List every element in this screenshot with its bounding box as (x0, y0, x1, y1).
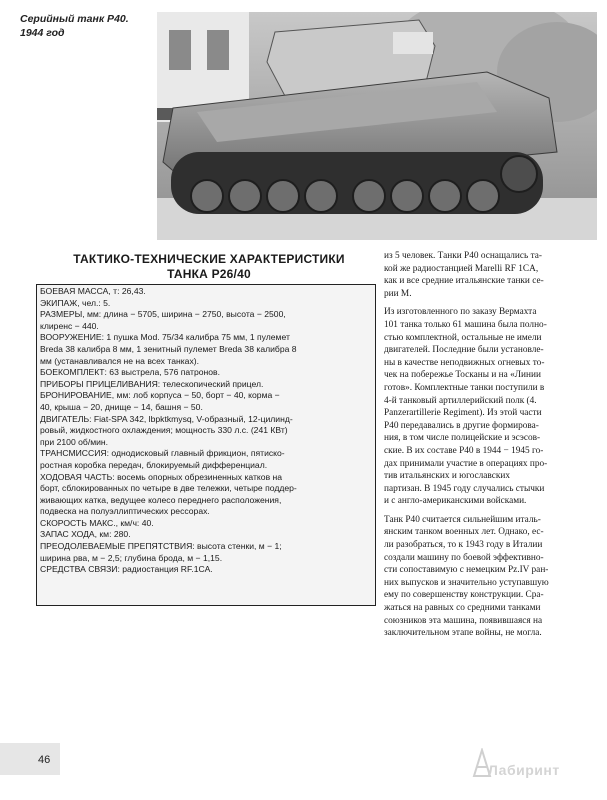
text-line: партизан. В 1945 году случались стычки (384, 483, 545, 494)
spec-line: ростная коробка передач, блокируемый дифференциал. (40, 459, 268, 470)
text-line: ему по совершенству конструкции. Сра- (384, 590, 544, 601)
tank-photo (157, 12, 597, 240)
text-line: 101 танка только 61 машина была полно- (384, 319, 547, 330)
spec-line: СРЕДСТВА СВЯЗИ: радиостанция RF.1CA. (40, 564, 213, 575)
spec-line: БОЕВАЯ МАССА, т: 26,43. (40, 286, 146, 296)
text-line: кой же радиостанцией Marelli RF 1CA, (384, 263, 539, 274)
spec-line: ВООРУЖЕНИЕ: 1 пушка Mod. 75/34 калибра 75 мм, 1 пулемет (40, 332, 290, 343)
text-line: них выпусков и значительно уступавшую (384, 577, 549, 588)
spec-line: ПРИБОРЫ ПРИЦЕЛИВАНИЯ: телескопический прицел. (40, 378, 264, 389)
caption-line-1: Серийный танк Р40. (20, 13, 129, 25)
spec-table (36, 284, 376, 606)
title-line-1: ТАКТИКО-ТЕХНИЧЕСКИЕ ХАРАКТЕРИСТИКИ (73, 252, 345, 266)
spec-line: ПРЕОДОЛЕВАЕМЫЕ ПРЕПЯТСТВИЯ: высота стенки, м − 1; (40, 541, 282, 552)
text-line: тив итальянских и югославских (384, 471, 511, 482)
text-line: ские. В их составе Р40 в 1944 − 1945 го- (384, 445, 544, 456)
spec-line: ХОДОВАЯ ЧАСТЬ: восемь опорных обрезиненных катков на (40, 471, 283, 482)
page-number-tab (0, 743, 60, 775)
spec-line: ТРАНСМИССИЯ: однодисковый главный фрикцион, пятиско- (40, 448, 285, 459)
text-line: рии М. (384, 288, 412, 299)
photo-caption (20, 12, 160, 40)
title-line-2: ТАНКА Р26/40 (167, 267, 251, 281)
text-line: дах принимали участие в операциях про- (384, 458, 548, 469)
text-line: ния, в том числе полицейские и эсэсов- (384, 433, 541, 444)
text-line: стью комплектной, остальные не имели (384, 332, 542, 343)
text-line: создали машину по боевой эффективно- (384, 552, 544, 563)
text-line: чек на побережье Тосканы и на «Линии (384, 370, 541, 381)
text-line: сти сопоставимую с немецким Pz.IV ран- (384, 565, 549, 576)
text-line: Р40 передавались в другие формирова- (384, 420, 539, 431)
spec-line: ЗАПАС ХОДА, км: 280. (40, 529, 131, 540)
paragraph (384, 306, 594, 508)
spec-table-title (40, 252, 378, 282)
spec-line: живающих катка, ведущее колесо переднего расположения, (40, 494, 282, 505)
text-line: 4-й танковый артиллерийский полк (4. (384, 395, 537, 406)
spec-line: 40, крыша − 20, днище − 14, башня − 50. (40, 401, 203, 412)
text-line: жаться на равных со средними танками (384, 603, 541, 614)
text-line: готов». Комплектные танки поступили в (384, 382, 545, 393)
spec-line: борт, сблокированных по четыре в две тележки, четыре поддер- (40, 483, 297, 494)
spec-line: СКОРОСТЬ МАКС., км/ч: 40. (40, 517, 154, 528)
paragraph (384, 250, 594, 300)
spec-line: ДВИГАТЕЛЬ: Fiat-SPA 342, lbpktkmysq, V-образный, 12-цилинд- (40, 413, 293, 424)
spec-line: клиренс − 440. (40, 320, 99, 331)
spec-line: РАЗМЕРЫ, мм: длина − 5705, ширина − 2750, высота − 2500, (40, 309, 286, 320)
text-line: двигателей. Последние были установле- (384, 345, 544, 356)
text-line: янским танком военных лет. Однако, ес- (384, 527, 544, 538)
spec-line: ЭКИПАЖ, чел.: 5. (40, 297, 111, 308)
text-line: Из изготовленного по заказу Вермахта (384, 307, 537, 318)
text-line: Panzerartillerie Regiment). Из этой части (384, 408, 542, 419)
caption-line-2: 1944 год (20, 27, 65, 39)
watermark: Лабиринт (488, 762, 560, 778)
page-number: 46 (38, 754, 51, 766)
spec-line: мм (устанавливался не на всех танках). (40, 355, 199, 366)
tank-photo-drawing (157, 12, 597, 240)
spec-line: ширина рва, м − 2,5; глубина брода, м − 1,15. (40, 552, 223, 563)
text-line: заключительном этапе войны, не могла. (384, 628, 542, 639)
body-text-column (384, 250, 594, 640)
spec-line: БОЕКОМПЛЕКТ: 63 выстрела, 576 патронов. (40, 367, 220, 378)
spec-line: подвеска на полуэллиптических рессорах. (40, 506, 210, 517)
text-line: из 5 человек. Танки Р40 оснащались та- (384, 251, 542, 261)
text-line: ли разобраться, то к 1943 году в Италии (384, 540, 543, 551)
spec-line: при 2100 об/мин. (40, 436, 109, 447)
text-line: как и все средние итальянские танки се- (384, 276, 544, 287)
paragraph (384, 514, 594, 640)
text-line: ны в качестве неподвижных огневых то- (384, 357, 545, 368)
spec-line: БРОНИРОВАНИЕ, мм: лоб корпуса − 50, борт − 40, корма − (40, 390, 280, 401)
text-line: и с англо-американскими войсками. (384, 496, 527, 507)
spec-line: Breda 38 калибра 8 мм, 1 зенитный пулемет Breda 38 калибра 8 (40, 343, 297, 354)
text-line: Танк Р40 считается сильнейшим италь- (384, 514, 541, 525)
text-line: союзников эта машина, появившаяся на (384, 615, 543, 626)
spec-line: ровый, жидкостного охлаждения; мощность 330 л.с. (241 КВт) (40, 425, 288, 436)
